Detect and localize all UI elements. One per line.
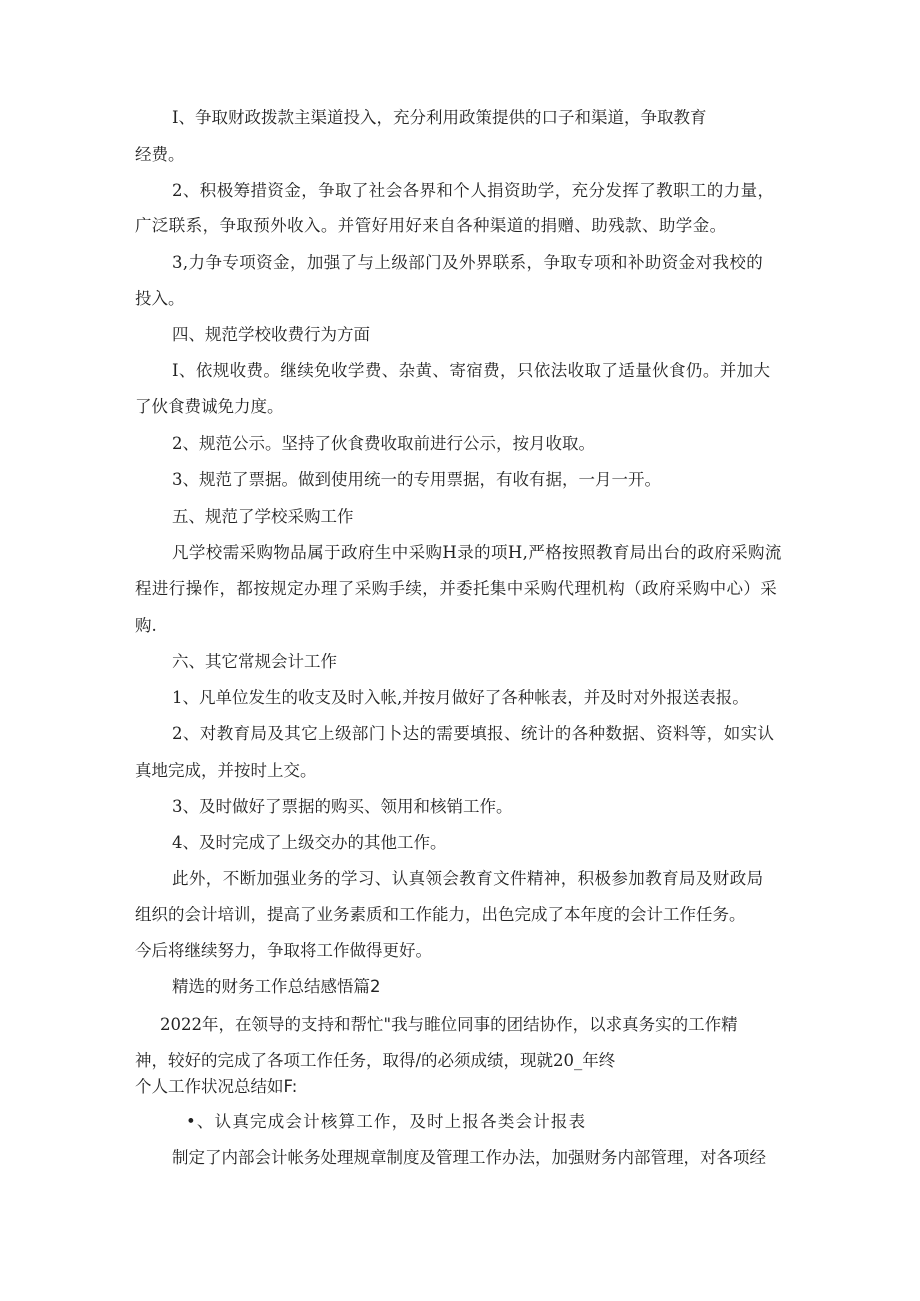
paragraph-line: 购.	[135, 616, 157, 635]
paragraph-line: 制定了内部会计帐务处理规章制度及管理工作办法，加强财务内部管理，对各项经	[172, 1148, 766, 1167]
paragraph-line: I、依规收费。继续免收学费、杂黄、寄宿费，只依法收取了适量伙食仍。并加大	[172, 361, 771, 380]
article-title: 精选的财务工作总结感悟篇2	[172, 977, 381, 996]
paragraph-line: 个人工作状况总结如F:	[135, 1077, 298, 1096]
paragraph-line: 真地完成，并按时上交。	[135, 761, 317, 780]
list-heading: •、认真完成会计核算工作，及时上报各类会计报表	[186, 1112, 587, 1131]
paragraph-line: 神，较好的完成了各项工作任务，取得/的必须成绩，现就20_年终	[135, 1051, 616, 1070]
paragraph-line: 投入。	[135, 289, 185, 308]
paragraph-line: 3、规范了票据。做到使用统一的专用票据，有收有据，一月一开。	[172, 470, 661, 489]
paragraph-line: 3、及时做好了票据的购买、领用和核销工作。	[172, 797, 513, 816]
section-heading: 四、规范学校收费行为方面	[172, 325, 370, 344]
paragraph-line: 1、凡单位发生的收支及时入帐,并按月做好了各种帐表，并及时对外报送表报。	[172, 688, 749, 707]
paragraph-line: 组织的会计培训，提高了业务素质和工作能力，出色完成了本年度的会计工作任务。	[135, 905, 746, 924]
paragraph-line: 经费。	[135, 145, 185, 164]
paragraph-line: 3,力争专项资金，加强了与上级部门及外界联系，争取专项和补助资金对我校的	[172, 253, 764, 272]
paragraph-line: 了伙食费诚免力度。	[135, 397, 284, 416]
paragraph-line: 凡学校需采购物品属于政府生中采购H录的项H,严格按照教育局出台的政府采购流	[172, 543, 782, 562]
paragraph-line: 2、规范公示。坚持了伙食费收取前进行公示，按月收取。	[172, 434, 595, 453]
paragraph-line: 程进行操作，都按规定办理了采购手续，并委托集中采购代理机构（政府采购中心）采	[135, 579, 778, 598]
section-heading: 六、其它常规会计工作	[172, 652, 337, 671]
paragraph-line: 4、及时完成了上级交办的其他工作。	[172, 833, 447, 852]
paragraph-line: 此外，不断加强业务的学习、认真领会教育文件精神，积极参加教育局及财政局	[172, 869, 764, 888]
paragraph-line: 2022年，在领导的支持和帮忙"我与睢位同事的团结协作，以求真务实的工作精	[160, 1015, 738, 1034]
paragraph-line: 今后将继续努力，争取将工作做得更好。	[135, 941, 432, 960]
paragraph-line: 2、对教育局及其它上级部门卜达的需要填报、统计的各种数据、资料等，如实认	[172, 724, 775, 743]
paragraph-line: 2、积极筹措资金，争取了社会各界和个人捐资助学，充分发挥了教职工的力量，	[172, 181, 775, 200]
paragraph-line: I、争取财政拨款主渠道投入，充分利用政策提供的口子和渠道，争取教育	[172, 108, 707, 127]
section-heading: 五、规范了学校采购工作	[172, 507, 354, 526]
paragraph-line: 广泛联系，争取预外收入。并管好用好来自各种渠道的捐赠、助残款、助学金。	[135, 216, 727, 235]
